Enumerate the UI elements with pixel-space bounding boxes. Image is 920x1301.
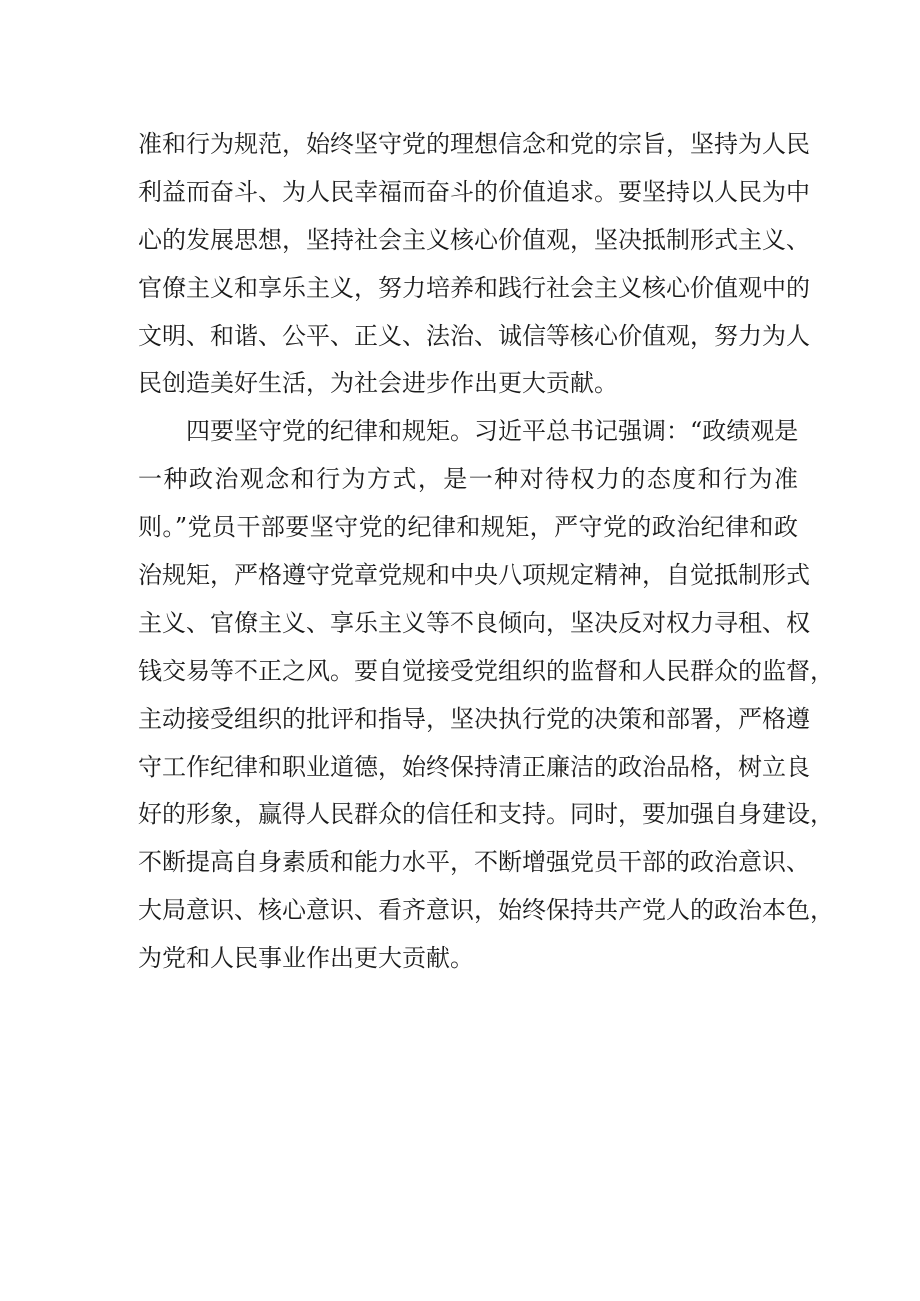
text-line: 心的发展思想，坚持社会主义核心价值观，坚决抵制形式主义、 bbox=[138, 225, 810, 254]
text-line: 大局意识、核心意识、看齐意识，始终保持共产党人的政治本色， bbox=[138, 896, 834, 925]
text-line: 利益而奋斗、为人民幸福而奋斗的价值追求。要坚持以人民为中 bbox=[138, 177, 810, 206]
text-line: 民创造美好生活，为社会进步作出更大贡献。 bbox=[138, 369, 618, 398]
text-line: 主动接受组织的批评和指导，坚决执行党的决策和部署，严格遵 bbox=[138, 704, 810, 733]
text-line: 主义、官僚主义、享乐主义等不良倾向，坚决反对权力寻租、权 bbox=[138, 608, 810, 637]
text-line: 为党和人民事业作出更大贡献。 bbox=[138, 944, 474, 973]
text-line: 守工作纪律和职业道德，始终保持清正廉洁的政治品格，树立良 bbox=[138, 752, 810, 781]
document-body bbox=[138, 121, 834, 983]
text-line: 官僚主义和享乐主义，努力培养和践行社会主义核心价值观中的 bbox=[138, 273, 810, 302]
text-line: 准和行为规范，始终坚守党的理想信念和党的宗旨，坚持为人民 bbox=[138, 130, 810, 158]
text-line: 治规矩，严格遵守党章党规和中央八项规定精神，自觉抵制形式 bbox=[138, 561, 810, 590]
text-line: 则。”党员干部要坚守党的纪律和规矩，严守党的政治纪律和政 bbox=[138, 513, 798, 542]
text-line: 好的形象，赢得人民群众的信任和支持。同时，要加强自身建设， bbox=[138, 800, 834, 829]
text-line: 不断提高自身素质和能力水平，不断增强党员干部的政治意识、 bbox=[138, 848, 810, 877]
text-line: 钱交易等不正之风。要自觉接受党组织的监督和人民群众的监督， bbox=[138, 656, 834, 685]
text-line: 四要坚守党的纪律和规矩。习近平总书记强调：“政绩观是 bbox=[186, 417, 799, 446]
paragraph-1 bbox=[138, 121, 810, 408]
text-line: 文明、和谐、公平、正义、法治、诚信等核心价值观，努力为人 bbox=[138, 321, 810, 350]
text-line: 一种政治观念和行为方式，是一种对待权力的态度和行为准 bbox=[138, 465, 798, 494]
paragraph-2 bbox=[138, 408, 834, 983]
